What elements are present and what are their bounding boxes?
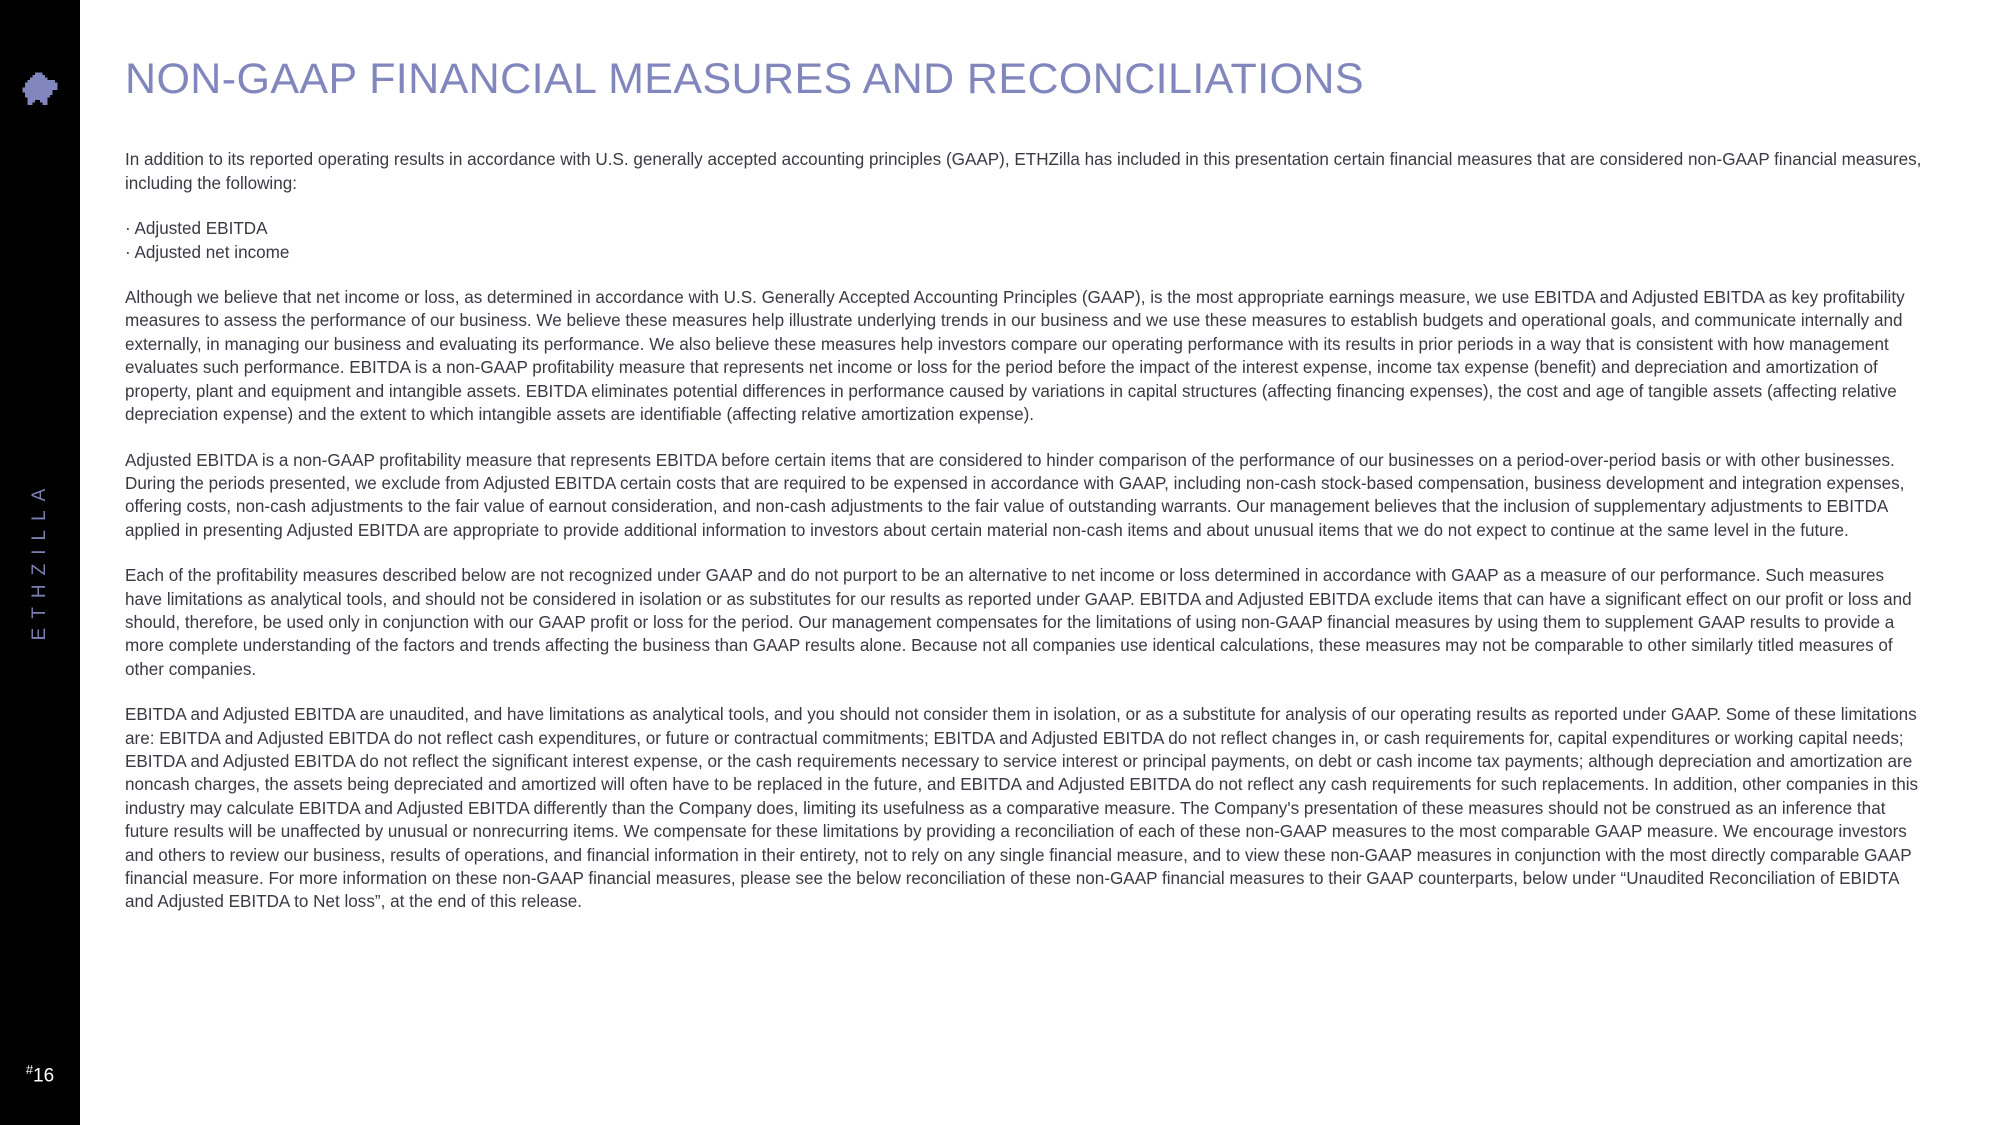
list-item: · Adjusted EBITDA <box>125 219 268 239</box>
page-number-prefix: # <box>25 1061 34 1077</box>
paragraph-adjusted-ebitda: Adjusted EBITDA is a non-GAAP profitability measure that represents EBITDA before certain items that are considered to hinder comparison of the performance of our businesses on a period-over-period basis or with other businesses. During the periods presented, we exclude from Adjusted EBITDA certain costs that are required to be expensed in accordance with GAAP, including non-cash stock-based compensation, business development and integration expenses, offering costs, non-cash adjustments to the fair value of earnout consideration, and non-cash adjustments to the fair value of outstanding warrants. Our management believes that the inclusion of supplementary adjustments to EBITDA applied in presenting Adjusted EBITDA are appropriate to provide additional information to investors about certain material non-cash items and about unusual items that we do not expect to continue at the same level in the future. <box>125 450 1905 540</box>
paragraph-profitability-measures: Each of the profitability measures described below are not recognized under GAAP and do not purport to be an alternative to net income or loss determined in accordance with GAAP as a measure of our performance. Such measures have limitations as analytical tools, and should not be considered in isolation or as substitutes for our results as reported under GAAP. EBITDA and Adjusted EBITDA exclude items that can have a significant effect on our profit or loss and should, therefore, be used only in conjunction with our GAAP profit or loss for the period. Our management compensates for the limitations of using non-GAAP financial measures by using them to supplement GAAP results to provide a more complete understanding of the factors and trends affecting the business than GAAP results alone. Because not all companies use identical calculations, these measures may not be comparable to other similarly titled measures of other companies. <box>125 566 1912 679</box>
pixel-godzilla-logo-icon <box>20 70 60 110</box>
brand-vertical-label: ETHZILLA <box>29 479 50 641</box>
sidebar-rail <box>0 0 80 1125</box>
slide-content <box>80 0 2000 1125</box>
paragraph-intro: In addition to its reported operating results in accordance with U.S. generally accepted accounting principles (GAAP), ETHZilla has included in this presentation certain financial measures that are considered non-GAAP financial measures, including the following: <box>125 150 1922 193</box>
measures-bullet-list <box>125 217 1938 264</box>
page-number <box>26 1062 54 1087</box>
page-title: NON-GAAP FINANCIAL MEASURES AND RECONCILIATIONS <box>125 55 1364 103</box>
list-item: · Adjusted net income <box>125 242 290 262</box>
paragraph-limitations: EBITDA and Adjusted EBITDA are unaudited, and have limitations as analytical tools, and you should not consider them in isolation, or as a substitute for analysis of our operating results as reported under GAAP. Some of these limitations are: EBITDA and Adjusted EBITDA do not reflect cash expenditures, or future or contractual commitments; EBITDA and Adjusted EBITDA do not reflect changes in, or cash requirements for, capital expenditures or working capital needs; EBITDA and Adjusted EBITDA do not reflect the significant interest expense, or the cash requirements necessary to service interest or principal payments, on debt or cash income tax payments; although depreciation and amortization are noncash charges, the assets being depreciated and amortized will often have to be replaced in the future, and EBITDA and Adjusted EBITDA do not reflect any cash requirements for such replacements. In addition, other companies in this industry may calculate EBITDA and Adjusted EBITDA differently than the Company does, limiting its usefulness as a comparative measure. The Company's presentation of these measures should not be construed as an inference that future results will be unaffected by unusual or nonrecurring items. We compensate for these limitations by providing a reconciliation of each of these non-GAAP measures to the most comparable GAAP measure. We encourage investors and others to review our business, results of operations, and financial information in their entirety, not to rely on any single financial measure, and to view these non-GAAP measures in conjunction with the most directly comparable GAAP financial measure. For more information on these non-GAAP financial measures, please see the below reconciliation of these non-GAAP financial measures to their GAAP counterparts, below under “Unaudited Reconciliation of EBIDTA and Adjusted EBITDA to Net loss”, at the end of this release. <box>125 705 1919 912</box>
paragraph-ebitda-definition: Although we believe that net income or loss, as determined in accordance with U.S. Generally Accepted Accounting Principles (GAAP), is the most appropriate earnings measure, we use EBITDA and Adjusted EBITDA as key profitability measures to assess the performance of our business. We believe these measures help illustrate underlying trends in our business and we use these measures to establish budgets and operational goals, and communicate internally and externally, in managing our business and evaluating its performance. We also believe these measures help investors compare our operating performance with its results in prior periods in a way that is consistent with how management evaluates such performance. EBITDA is a non-GAAP profitability measure that represents net income or loss for the period before the impact of the interest expense, income tax expense (benefit) and depreciation and amortization of property, plant and equipment and intangible assets. EBITDA eliminates potential differences in performance caused by variations in capital structures (affecting financing expenses), the cost and age of tangible assets (affecting relative depreciation expense) and the extent to which intangible assets are identifiable (affecting relative amortization expense). <box>125 288 1905 425</box>
page-number-value: 16 <box>33 1065 55 1086</box>
